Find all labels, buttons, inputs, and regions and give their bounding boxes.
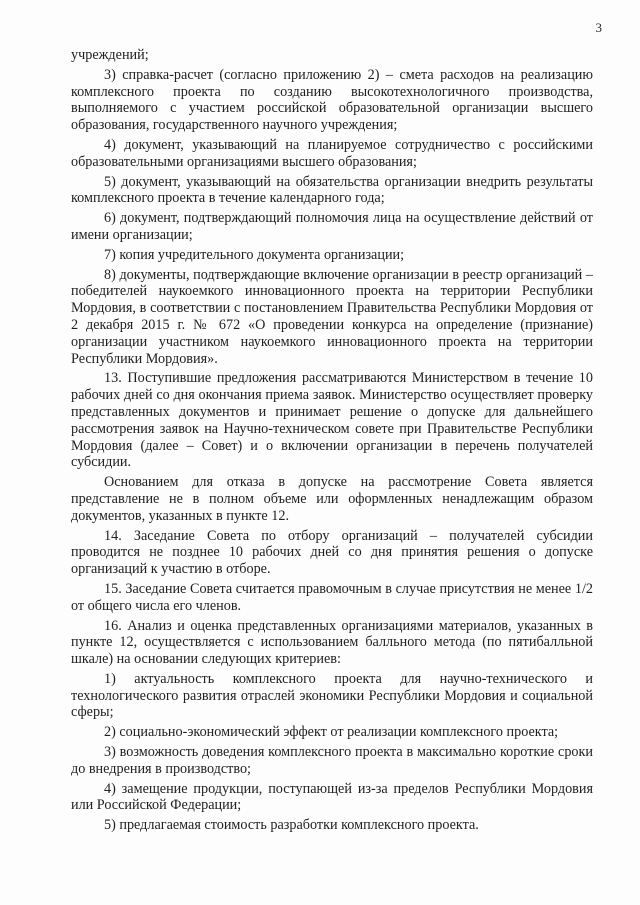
criterion-1: 1) актуальность комплексного проекта для научно-технического и технологического развития отраслей экономики Республики Мордовия и социальной сферы;: [71, 670, 593, 721]
criterion-2: 2) социально-экономический эффект от реализации комплексного проекта;: [104, 724, 559, 741]
paragraph-item-4: 4) документ, указывающий на планируемое сотрудничество с российскими образовательными организациями высшего образования;: [71, 136, 593, 170]
paragraph-item-6: 6) документ, подтверждающий полномочия лица на осуществление действий от имени организации;: [71, 210, 593, 243]
paragraph-section-15: 15. Заседание Совета считается правомочным в случае присутствия не менее 1/2 от общего числа его членов.: [71, 580, 593, 614]
page-number: 3: [595, 20, 602, 35]
criterion-4: 4) замещение продукции, поступающей из-за пределов Республики Мордовия или Российской Федерации;: [71, 780, 593, 814]
criterion-5: 5) предлагаемая стоимость разработки комплексного проекта.: [104, 817, 479, 834]
paragraph-section-16: 16. Анализ и оценка представленных организациями материалов, указанных в пункте 12, осуществляется с использованием балльного метода (по пятибалльной шкале) на основании следующих критериев:: [71, 617, 593, 668]
paragraph-section-14: 14. Заседание Совета по отбору организаций – получателей субсидии проводится не позднее 10 рабочих дней со дня принятия решения о допуске организаций к участию в отборе.: [71, 527, 593, 578]
paragraph-section-13: 13. Поступившие предложения рассматриваются Министерством в течение 10 рабочих дней со дня окончания приема заявок. Министерство осуществляет проверку представленных документов и принимает решение о допуске для дальнейшего рассмотрения заявок на Научно-техническом совете при Правительстве Республики Мордовия (далее – Совет) и о включении организации в перечень получателей субсидии.: [71, 370, 593, 471]
paragraph-item-5: 5) документ, указывающий на обязательства организации внедрить результаты комплексного проекта в течение календарного года;: [71, 173, 593, 207]
paragraph-continuation: учреждений;: [71, 47, 149, 63]
criterion-3: 3) возможность доведения комплексного проекта в максимально короткие сроки до внедрения в производство;: [71, 744, 593, 777]
paragraph-item-7: 7) копия учредительного документа организации;: [104, 246, 405, 263]
paragraph-item-8: 8) документы, подтверждающие включение организации в реестр организаций – победителей наукоемкого инновационного проекта на территории Республики Мордовия, в соответствии с постановлением Правительства Республики Мордовия от 2 декабря 2015 г. № 672 «О проведении конкурса на определение (признание) организации участником наукоемкого инновационного проекта на территории Республики Мордовия».: [71, 266, 593, 367]
paragraph-refusal-grounds: Основанием для отказа в допуске на рассмотрение Совета является представление не в полном объеме или оформленных ненадлежащим образом документов, указанных в пункте 12.: [71, 474, 593, 524]
paragraph-item-3: 3) справка-расчет (согласно приложению 2) – смета расходов на реализацию комплексного проекта по созданию высокотехнологичного производства, выполняемого с участием российской образовательной организации высшего образования, государственного научного учреждения;: [71, 66, 593, 134]
document-body: [71, 47, 593, 834]
